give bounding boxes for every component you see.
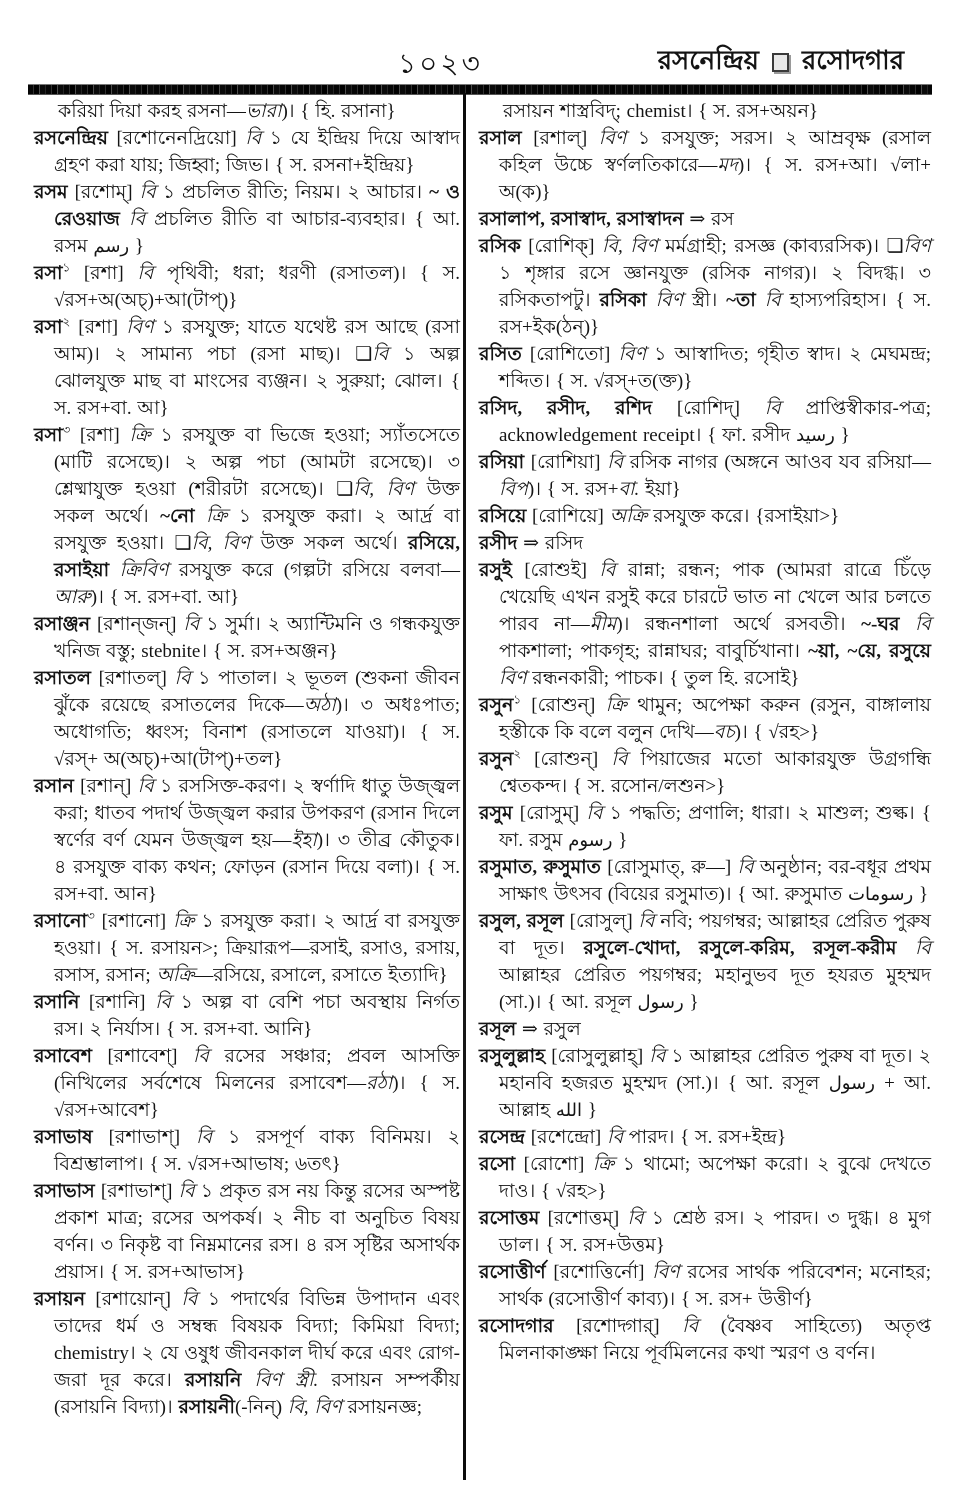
dictionary-entry [479,800,931,854]
pos-label: বিণ [652,1262,680,1283]
entry-text: } [582,1100,597,1121]
pos-label: বি [137,263,154,284]
dictionary-entry [34,908,460,989]
headword: রসুন [479,749,514,770]
entry-text: )। { হি. রসানা} [281,101,396,122]
headword: রসানো [34,911,87,932]
entry-text: )। রন্ধনশালা অর্থে রসবতী। [616,614,862,635]
entry-text: )। { স. রস+বা. আ} [90,587,240,608]
headword: রসা [34,263,63,284]
headword: রসা [34,425,63,446]
entry-text: [রশাতল্] [90,668,175,689]
entry-text: )। { স. রস+আ। √লা+ অ(ক)} [499,155,932,203]
entry-text: [রশোত্তম্] [539,1208,628,1229]
entry-text: ⇒ রসিদ [517,533,584,554]
entry-text: প্রাপ্তিস্বীকার-পত্র; acknowledgement receipt। { ফা. রসীদ [499,398,932,446]
dictionary-entry [479,206,931,233]
headword: ~ ও রেওয়াজ [54,182,461,230]
entry-text: [রোসুলুল্লাহ্] [545,1046,650,1067]
entry-text: পিয়াজের মতো আকারযুক্ত উগ্রগন্ধি শ্বেতকন্দ। { স. রসোন/লশুন>} [499,749,931,797]
entry-text: [রোসুল্] [563,911,639,932]
dictionary-entry [34,1043,460,1124]
entry-text: )। { √রহ>} [734,722,820,743]
entry-text: [রশায়োন্] [85,1289,182,1310]
column-left [34,98,460,1421]
headword: রসাঞ্জন [34,614,91,635]
entry-text: [রোশিদ্] [652,398,765,419]
headword: রসায়নি [184,1370,242,1391]
dictionary-entry [34,611,460,665]
dictionary-entry [479,125,931,206]
entry-text: রসায়ন সম্পর্কীয় (রসায়নি বিদ্যা)। [54,1370,460,1418]
pos-label: বি [174,668,191,689]
entry-text: [রোশো] [515,1154,593,1175]
dictionary-entry [479,557,931,692]
pos-label: মীম [589,614,617,635]
pos-label: বিণ [598,128,627,149]
headword: রসাভাস [34,1181,95,1202]
entry-text: [রোশিক্] [520,236,602,257]
headword: ~-ঘর [861,614,900,635]
pos-label: বি [638,911,655,932]
dictionary-entry [479,1124,931,1151]
headword: ~নো [160,506,195,527]
headword: রসায়নী [178,1397,235,1418]
pos-label: অক্রি [609,506,648,527]
homograph-number: ৩ [87,909,95,923]
pos-label: বি [193,1046,210,1067]
pos-label: বি [764,290,781,311]
dictionary-entry [34,1178,460,1286]
entry-text: [রশাবেশ্] [91,1046,193,1067]
entry-text: ১ পদার্থের বিভিন্ন উপাদান এবং তাদের ধর্ম ও সম্বন্ধ বিষয়ক বিদ্যা; কিমিয়া বিদ্যা; chemistry। ২ যে ওষুধ জীবনকাল দীর্ঘ করে এবং রোগ-জরা দূর করে। [54,1289,460,1391]
headword: ~তা [726,290,756,311]
headword: রসিয়ে [479,506,527,527]
column-divider [463,93,466,1480]
headword: রসাবেশ [34,1046,92,1067]
pos-label: বি, বিণ [191,533,251,554]
entry-text: ⇒ রসুল [516,1019,581,1040]
pos-label: বি [764,398,781,419]
entry-text: ১ প্রচলিত রীতি; নিয়ম। ২ আচার। [155,182,430,203]
dictionary-entry [479,854,931,908]
headword: ~য়া, ~য়ে, রসুয়ে [808,641,931,662]
entry-text: পারদ। { স. রস+ইন্দ্র} [623,1127,787,1148]
arabic-etymon: رسوم [568,830,613,851]
pos-label: বি [586,803,603,824]
headword: রসো [479,1154,516,1175]
entry-text: [রশা] [70,317,127,338]
pos-label: ক্রি [592,1154,615,1175]
entry-text: )। ৩ তীব্র কৌতুক। ৪ রসযুক্ত বাক্য কথন; ফোড়ন (রসান দিয়ে বলা)। { স. রস+বা. আন} [54,830,461,905]
entry-text [195,506,206,527]
pos-label: আরু [54,587,91,608]
headword: রসুলুল্লাহ [479,1046,546,1067]
pos-label: বি, বিণ [602,236,658,257]
headword: রসুল, রসূল [479,911,564,932]
entry-text [896,938,915,959]
pos-label: ক্রি [173,911,195,932]
entry-text [241,1370,254,1391]
headword: রসিকা [599,290,647,311]
entry-continuation [34,98,460,125]
headword: রসম [34,182,68,203]
dictionary-entry [34,422,460,611]
entry-text: [রশানো] [94,911,174,932]
entry-text: } [129,236,145,257]
guide-word-first: রসনেন্দ্রিয় [657,46,759,75]
entry-text: ইয়া} [639,479,681,500]
page-number: ১০২৩ [398,49,483,80]
pos-label: অক্রি [156,965,195,986]
headword: রসাভাষ [34,1127,93,1148]
dictionary-entry [479,1205,931,1259]
entry-text: [রশাল্] [521,128,599,149]
entry-text: } [683,992,699,1013]
pos-label: বি [607,452,624,473]
pos-label: ক্রি [129,425,151,446]
homograph-number: ২ [62,315,71,329]
arabic-etymon: الله [555,1100,583,1121]
pos-label: বি [129,209,146,230]
entry-text: [রোশুন্] [520,695,606,716]
headword: রসিদ, রসীদ, রশিদ [479,398,653,419]
pos-label: বি [155,992,172,1013]
headword: রসাল [479,128,522,149]
entry-text: [রোশিয়া] [524,452,608,473]
entry-text: হাস্যপরিহাস। { স. রস+ইক(ঠন্)} [499,290,931,338]
entry-text: স্ত্রী। [683,290,727,311]
pos-label: বি [607,1127,624,1148]
dictionary-entry [479,395,931,449]
pos-label: বি, বিণ [287,1397,342,1418]
headword: রসেন্দ্র [479,1127,526,1148]
arabic-etymon: رسول [828,1073,875,1094]
entry-text: ১ প্রকৃত রস নয় কিন্তু রসের অস্পষ্ট প্রকাশ মাত্র; রসের অপকর্ষ। ২ নীচ বা অনুচিত বিষয় বর্ণন। ৩ নিকৃষ্ট বা নিম্নমানের রস। ৪ রস সৃষ্টির অসার্থক প্রয়াস। { স. রস+আভাস} [54,1181,460,1283]
entry-text: নবি; পয়গম্বর; আল্লাহর প্রেরিত পুরুষ বা দূত। [499,911,931,959]
entry-text: } [834,425,850,446]
pos-label: বিণ [126,317,154,338]
entry-text: আল্লাহর প্রেরিত পয়গম্বর; মহানুভব দূত হযরত মুহম্মদ (সা.)। { আ. রসূল [499,965,931,1013]
pos-label: বি [183,614,200,635]
entry-text: ১ রসযুক্ত; যাতে যথেষ্ট রস আছে (রসা আম)। ২ সামান্য পচা (রসা মাছ)। ❏ [54,317,460,365]
homograph-number: ১ [513,693,521,707]
arabic-etymon: رسومات [847,884,914,905]
homograph-number: ২ [513,747,521,761]
pos-label: ক্রিবিণ [119,560,169,581]
header-rule [28,84,932,95]
pos-label: বি [599,560,616,581]
entry-text: (বৈষ্ণব সাহিত্যে) অতৃপ্ত মিলনাকাঙ্ক্ষা নিয়ে পূর্বমিলনের কথা স্মরণ ও বর্ণন। [499,1316,931,1364]
entry-text [109,560,120,581]
entry-text: } [913,884,929,905]
entry-text: ১ রসযুক্ত করা। ২ আর্দ্র বা রসযুক্ত হওয়া। ❏ [54,506,461,554]
entry-text: [রশা] [70,425,130,446]
headword: রসোত্তীর্ণ [479,1262,546,1283]
dictionary-entry [479,908,931,1016]
entry-text: + আ. আল্লাহ [499,1073,931,1121]
entry-text: [রশানি] [79,992,156,1013]
dictionary-entry [479,1043,931,1124]
pos-label: অঠা [303,695,336,716]
arabic-etymon: رسيد [796,425,835,446]
headword: রসাতল [34,668,91,689]
entry-text: ১ রসসিক্ত-করণ। ২ স্বর্ণাদি ধাতু উজ্জ্বল করা; ধাতব পদার্থ উজ্জ্বল করার উপকরণ (রসান দিলে স্বর্ণের বর্ণ যেমন উজ্জ্বল হয়— [54,776,460,851]
entry-text: [রোসুম্] [512,803,587,824]
entry-continuation [479,98,931,125]
entry-text: ১ যে ইন্দ্রিয় দিয়ে আস্বাদ গ্রহণ করা যায়; জিহ্বা; জিভ। { স. রসনা+ইন্দ্রিয়} [54,128,460,176]
entry-text: মর্মগ্রাহী; রসজ্ঞ (কাব্যরসিক)। ❏ [657,236,904,257]
pos-label: বিণ [903,236,932,257]
headword: রসান [34,776,74,797]
dictionary-entry [34,665,460,773]
entry-text: রন্ধনকারী; পাচক। { তুল হি. রসোই} [526,668,800,689]
pos-label: বিণ [499,668,527,689]
entry-text: রান্না; রন্ধন; পাক (আমরা রাত্রে চিঁড়ে খেয়েছি এখন রসুই করে চারটে ভাত না খেলে আর চলতে পারব না— [499,560,931,635]
entry-text: রসযুক্ত করে (গল্পটা রসিয়ে বলবা— [168,560,460,581]
pos-label: বি [245,128,262,149]
entry-text: [রশাভাশ্] [92,1127,197,1148]
entry-text: ১ অল্প বা বেশি পচা অবস্থায় নির্গত রস। ২ নির্যাস। { স. রস+বা. আনি} [54,992,460,1040]
headword: রসায়ন [34,1289,86,1310]
entry-text: উক্ত সকল অর্থে। [54,479,461,527]
headword: রসুলে-খোদা, রসুলে-করিম, রসূল-করীম [583,938,897,959]
entry-text: রসিক নাগর (অঙ্গনে আওব যব রসিয়া— [623,452,931,473]
dictionary-entry [479,1151,931,1205]
entry-text: ১ থামো; অপেক্ষা করো। ২ বুঝে দেখতে দাও। { √রহ>} [499,1154,931,1202]
pos-label: ভারা [245,101,282,122]
headword: রসনেন্দ্রিয় [34,128,108,149]
separator-box-icon [772,53,789,72]
headword: রসোদগার [479,1316,554,1337]
headword: রসোত্তম [479,1208,540,1229]
dictionary-entry [479,746,931,800]
arabic-etymon: رسم [93,236,130,257]
pos-label: বি [372,344,389,365]
pos-label: ক্রি [605,695,627,716]
dictionary-entry [34,179,460,260]
entry-text [120,209,129,230]
dictionary-entry [479,530,931,557]
entry-text: ১ রসযুক্ত বা ভিজে হওয়া; স্যাঁতসেতে (মাটি রসেছে)। ২ অল্প পচা (আমটা রসেছে)। ৩ শ্লেষ্মাযুক্ত হওয়া (শরীরটা রসেছে)। ❏ [54,425,460,500]
dictionary-entry [479,503,931,530]
entry-text: [রোশিতো] [521,344,619,365]
entry-text: [রোশুই] [511,560,600,581]
pos-label: বি [627,1208,644,1229]
column-right [479,98,931,1367]
homograph-number: ১ [62,261,71,275]
entry-text: ১ শৃঙ্গার রসে জ্ঞানযুক্ত (রসিক নাগর)। ২ বিদগ্ধ। ৩ রসিকতাপটু। [499,263,931,311]
arabic-etymon: رسول [637,992,684,1013]
entry-text: [রশান্জন্] [90,614,184,635]
entry-text: রসায়ন শাস্ত্রবিদ্; chemist। { স. রস+অয়ন} [503,101,819,122]
entry-text: )। { স. রস+ [527,479,619,500]
pos-label: বিপ [499,479,528,500]
headword: রসালাপ, রসাস্বাদ, রসাস্বাদন [479,209,684,230]
dictionary-entry [34,314,460,422]
pos-label: বি, বিণ [353,479,415,500]
headword: রসুন [479,695,514,716]
dictionary-entry [479,449,931,503]
entry-text: করিয়া দিয়া করহ রসনা— [58,101,246,122]
entry-text: [রশোম্] [67,182,140,203]
guide-words [658,40,904,84]
dictionary-entry [479,233,931,341]
entry-text: ১ সুর্মা। ২ অ্যান্টিমনি ও গন্ধকযুক্ত খনিজ বস্তু; stebnite। { স. রস+অঞ্জন} [54,614,460,662]
entry-text: ⇒ রস [683,209,734,230]
pos-label: বি [139,182,156,203]
entry-text: [রশা] [70,263,138,284]
entry-text: [রশোনেনদ্রিয়ো] [107,128,246,149]
pos-label: বিণ স্ত্রী. [254,1370,319,1391]
pos-label: বি [178,1181,195,1202]
entry-text: [রশেন্দ্রো] [525,1127,608,1148]
entry-text: ১ আল্লাহর প্রেরিত পুরুষ বা দূত। ২ মহানবি হজরত মুহম্মদ (সা.)। { আ. রসূল [499,1046,931,1094]
headword: রসিত [479,344,522,365]
dictionary-entry [34,1124,460,1178]
entry-text: ১ অল্প ঝোলযুক্ত মাছ বা মাংসের ব্যঞ্জন। ২ সুরুয়া; ঝোল। { স. রস+বা. আ} [54,344,461,419]
dictionary-entry [34,989,460,1043]
pos-label: ক্রি [206,506,228,527]
headword: রসুম [479,803,513,824]
entry-text: ১ পাতাল। ২ ভূতল (শুকনা জীবন ঝুঁকে রয়েছে রসাতলের দিকে— [54,668,460,716]
entry-text: )। ৩ অধঃপাত; অধোগতি; ধ্বংস; বিনাশ (রসাতলে যাওয়া)। { স. √রস্+ অ(অচ্)+আ(টাপ্)+তল} [54,695,461,770]
entry-text: প্রচলিত রীতি বা আচার-ব্যবহার। { আ. রসম [54,209,460,257]
entry-text: )। { স. √রস+আবেশ} [54,1073,461,1121]
headword: রসা [34,317,63,338]
pos-label: বি [196,1127,213,1148]
entry-text: [রোসুমাত্, রু—] [600,857,738,878]
entry-text: ১ রসযুক্ত; সরস। ২ আম্রবৃক্ষ (রসাল কহিল উচ্চে স্বর্ণলতিকারে— [499,128,931,176]
headword: রসিয়া [479,452,525,473]
entry-text: [রোশিয়ে] [526,506,610,527]
headword: রসূল [479,1019,517,1040]
pos-label: বি [682,1316,699,1337]
entry-text: থামুন; অপেক্ষা করুন (রসুন, বাঙ্গালায় হস্তীকে কি বলে বলুন দেখি— [499,695,931,743]
entry-text: ১ আস্বাদিত; গৃহীত স্বাদ। ২ মেঘমন্দ্র; শব্দিত। { স. √রস্+ত(ক্ত)} [499,344,931,392]
pos-label: মদ [717,155,738,176]
entry-text: ১ রসপূর্ণ বাক্য বিনিময়। ২ বিশ্রম্ভালাপ। { স. √রস+আভাষ; ৬তৎ} [54,1127,460,1175]
dictionary-entry [479,1259,931,1313]
pos-label: বি [137,776,154,797]
pos-label: বি [914,614,931,635]
pos-label: রঠা [366,1073,393,1094]
entry-text [647,290,656,311]
entry-text [899,614,914,635]
headword: রসিয়ে, রসাইয়া [54,533,460,581]
pos-label: বি [649,1046,666,1067]
entry-text: অনুষ্ঠান; বর-বধূর প্রথম সাক্ষাৎ উৎসব (বিয়ের রসুমাত)। { আ. রুসুমাত [499,857,931,905]
entry-text: [রশান্] [73,776,138,797]
entry-text: ১ শ্রেষ্ঠ রস। ২ পারদ। ৩ দুগ্ধ। ৪ মুগ ডাল। { স. রস+উত্তম} [499,1208,931,1256]
entry-text: [রোশুন্] [521,749,612,770]
entry-text: রসযুক্ত করে। {রসাইয়া>} [647,506,840,527]
guide-word-last: রসোদগার [801,46,904,75]
dictionary-entry [479,341,931,395]
entry-text: } [612,830,628,851]
dictionary-entry [479,1016,931,1043]
pos-label: বচ [713,722,735,743]
entry-text: [রশোদ্গার্] [553,1316,683,1337]
dictionary-entry [479,1313,931,1367]
headword: রসুমাত, রুসুমাত [479,857,601,878]
pos-label: বি [611,749,628,770]
entry-text: ১ পদ্ধতি; প্রণালি; ধারা। ২ মাশুল; শুল্ক। { ফা. রসুম [499,803,931,851]
headword: রসানি [34,992,80,1013]
headword: রসুই [479,560,512,581]
pos-label: বিণ [618,344,646,365]
pos-label: ইহা [291,830,317,851]
dictionary-entry [34,260,460,314]
entry-text: রসের সঞ্চার; প্রবল আসক্তি (নিখিলের সর্বশেষে মিলনের রসাবেশ— [54,1046,460,1094]
dictionary-entry [479,692,931,746]
entry-text: পাকশালা; পাকগৃহ; রান্নাঘর; বাবুর্চিখানা। [499,641,809,662]
entry-text: —রসিয়ে, রসালে, রসাতে ইত্যাদি} [194,965,448,986]
homograph-number: ৩ [62,423,71,437]
entry-text: ১ রসযুক্ত করা। ২ আর্দ্র বা রসযুক্ত হওয়া। { স. রসায়ন>; ক্রিয়ারূপ—রসাই, রসাও, রসায়, রসাস, রসান; [54,911,460,986]
headword: রসীদ [479,533,518,554]
pos-label: বি [181,1289,198,1310]
entry-text: রসায়নজ্ঞ; [341,1397,423,1418]
headword: রসিক [479,236,521,257]
dictionary-entry [34,125,460,179]
pos-label: বি [737,857,754,878]
dictionary-entry [34,773,460,908]
entry-text: [রশোত্তির্নো] [545,1262,653,1283]
entry-text [756,290,765,311]
pos-label: বি [914,938,931,959]
entry-text: [রশাভাশ্] [94,1181,179,1202]
pos-label: বা. [618,479,640,500]
entry-text: (-নিন্) [234,1397,288,1418]
entry-text: পৃথিবী; ধরা; ধরণী (রসাতল)। { স. √রস+অ(অচ্)+আ(টাপ্)} [54,263,461,311]
entry-text: রসের সার্থক পরিবেশন; মনোহর; সার্থক (রসোত্তীর্ণ কাব্য)। { স. রস+ উত্তীর্ণ} [499,1262,931,1310]
pos-label: বিণ [655,290,684,311]
dictionary-entry [34,1286,460,1421]
entry-text: উক্ত সকল অর্থে। [250,533,408,554]
